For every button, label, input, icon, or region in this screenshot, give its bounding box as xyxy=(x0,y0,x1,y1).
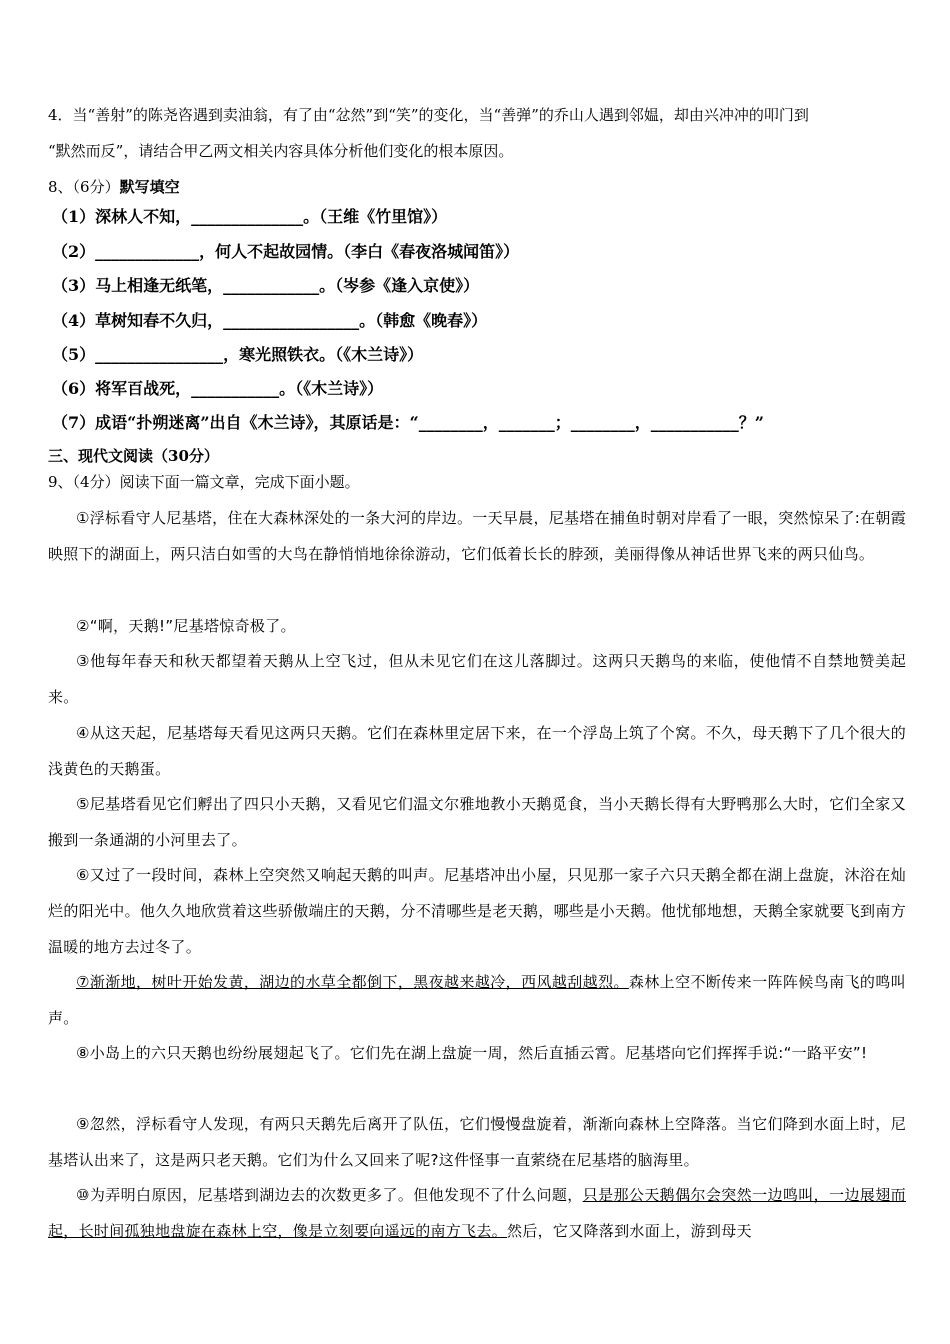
section-3-heading: 三、现代文阅读（30分） xyxy=(48,447,219,465)
question-8-heading xyxy=(48,176,908,198)
paragraph-8: ⑧小岛上的六只天鹅也纷纷展翅起飞了。它们先在湖上盘旋一周，然后直插云霄。尼基塔向它们挥挥手说:“一路平安”! xyxy=(76,1044,868,1062)
fill-item-3: （3）马上相逢无纸笔，____________。（岑参《逢入京使》） xyxy=(52,276,480,295)
paragraph-6: ⑥又过了一段时间，森林上空突然又响起天鹅的叫声。尼基塔冲出小屋，只见那一家子六只天鹅全都在湖上盘旋，沐浴在灿烂的阳光中。他久久地欣赏着这些骄傲端庄的天鹅，分不清哪些是老天鹅，哪些是小天鹅。他忧郁地想，天鹅全家就要飞到南方温暖的地方去过冬了。 xyxy=(48,866,906,956)
paragraph-7-underlined: ⑦渐渐地，树叶开始发黄，湖边的水草全都倒下，黑夜越来越冷，西风越刮越烈。 xyxy=(76,973,629,991)
fill-item-1: （1）深林人不知，______________。（王维《竹里馆》） xyxy=(52,207,448,226)
question-9-heading: 9、（4分）阅读下面一篇文章，完成下面小题。 xyxy=(48,473,360,491)
fill-item-5: （5）________________，寒光照铁衣。（《木兰诗》） xyxy=(52,345,424,364)
question-8-title: 默写填空 xyxy=(119,178,180,196)
paragraph-5: ⑤尼基塔看见它们孵出了四只小天鹅，又看见它们温文尔雅地教小天鹅觅食，当小天鹅长得有大野鸭那么大时，它们全家又搬到一条通湖的小河里去了。 xyxy=(48,795,906,849)
fill-item-4: （4）草树知春不久归，_________________。（韩愈《晚春》） xyxy=(52,311,488,330)
paragraph-10 xyxy=(48,1177,906,1249)
paragraph-10-underlined: 只是那公天鹅偶尔会突然一边鸣叫，一边展翅而起，长时间孤独地盘旋在森林上空，像是立刻要向遥远的南方飞去。 xyxy=(48,1186,906,1240)
paragraph-9: ⑨忽然，浮标看守人发现，有两只天鹅先后离开了队伍，它们慢慢盘旋着，渐渐向森林上空降落。当它们降到水面上时，尼基塔认出来了，这是两只老天鹅。它们为什么又回来了呢?这件怪事一直萦绕在尼基塔的脑海里。 xyxy=(48,1115,906,1169)
question-8-prefix: 8、（6分） xyxy=(48,178,120,196)
paragraph-2: ②“啊，天鹅!”尼基塔惊奇极了。 xyxy=(76,617,296,635)
paragraph-10-rest: 然后，它又降落到水面上，游到母天 xyxy=(507,1222,752,1240)
fill-item-2: （2）_____________，何人不起故园情。（李白《春夜洛城闻笛》） xyxy=(52,242,520,261)
question-4-line-1: 4．当“善射”的陈尧咨遇到卖油翁，有了由“忿然”到“笑”的变化，当“善弹”的乔山人遇到邻媪，却由兴冲冲的叩门到 xyxy=(48,106,809,124)
paragraph-7 xyxy=(48,964,906,1036)
paragraph-1: ①浮标看守人尼基塔，住在大森林深处的一条大河的岸边。一天早晨，尼基塔在捕鱼时朝对岸看了一眼，突然惊呆了:在朝霞映照下的湖面上，两只洁白如雪的大鸟在静悄悄地徐徐游动，它们低着长长的脖颈，美丽得像从神话世界飞来的两只仙鸟。 xyxy=(48,509,907,563)
fill-item-6: （6）将军百战死，___________。（《木兰诗》） xyxy=(52,379,384,398)
question-4-line-2: “默然而反”，请结合甲乙两文相关内容具体分析他们变化的根本原因。 xyxy=(48,142,514,160)
paragraph-10-start: ⑩为弄明白原因，尼基塔到湖边去的次数更多了。但他发现不了什么问题， xyxy=(76,1186,583,1204)
fill-item-7: （7）成语“扑朔迷离”出自《木兰诗》，其原话是：“________，_______；________，___________？” xyxy=(52,413,764,432)
paragraph-7-rest: 森林上空不断传来一阵阵候鸟南飞的鸣叫声。 xyxy=(48,973,906,1027)
paragraph-4: ④从这天起，尼基塔每天看见这两只天鹅。它们在森林里定居下来，在一个浮岛上筑了个窝。不久，母天鹅下了几个很大的浅黄色的天鹅蛋。 xyxy=(48,724,906,778)
paragraph-3: ③他每年春天和秋天都望着天鹅从上空飞过，但从未见它们在这儿落脚过。这两只天鹅鸟的来临，使他情不自禁地赞美起来。 xyxy=(48,652,906,706)
